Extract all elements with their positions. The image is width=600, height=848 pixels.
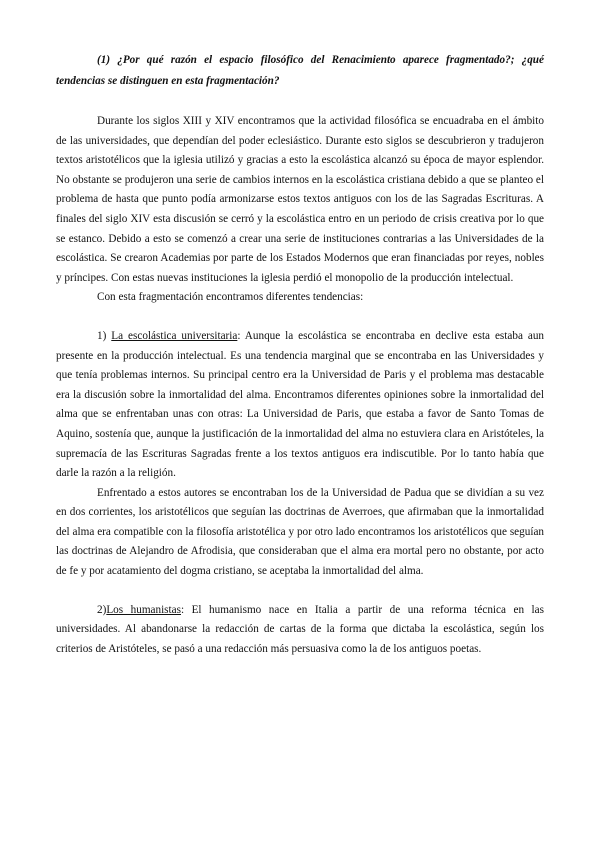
section2-title: Los humanistas — [106, 603, 181, 616]
section1-title: La escolástica universitaria — [111, 329, 238, 342]
section2-number: 2) — [97, 603, 107, 616]
section1-text: : Aunque la escolástica se encontraba en declive esta estaba aun presente en la producción intelectual. Es una tendencia marginal que se encontraba en las Universidades y que tenía problemas internos. Su principal centro era la Universidad de Paris y el problema mas destacable era la discusión sobre la inmortalidad del alma. Encontramos diferentes opiniones sobre la inmortalidad del alma que se enfrentaban unas con otras: La Universidad de Paris, que estaba a favor de Santo Tomas de Aquino, sostenía que, aunque la justificación de la inmortalidad del alma no estuviera clara en Aristóteles, la supremacía de las Escrituras Sagradas frente a los textos antiguos era indiscutible. Por lo tanto había que darle la razón a la religión. — [56, 329, 545, 480]
section1-number: 1) — [97, 329, 112, 342]
paragraph-spacer — [56, 582, 544, 601]
section2-text: : El humanismo nace en Italia a partir de una reforma técnica en las universidades. Al abandonarse la redacción de cartas de la forma que dictaba la escolástica, según los criterios de Aristóteles, se pasó a una redacción más persuasiva como la de los antiguos poetas. — [56, 603, 544, 655]
section1-paragraph — [56, 327, 544, 484]
paragraph-spacer — [56, 308, 544, 327]
intro-paragraph: Durante los siglos XIII y XIV encontramos que la actividad filosófica se encuadraba en el ámbito de las universidades, que dependían del poder eclesiástico. Durante esto siglos se descubrieron y tradujeron textos aristotélicos que la iglesia utilizó y gracias a esto la escolástica alcanzó su época de mayor esplendor. No obstante se produjeron una serie de cambios internos en la escolástica cristiana debido a que se planteo el problema de hasta que punto podía armonizarse estos textos antiguos con los de las Sagradas Escrituras. A finales del siglo XIV esta discusión se cerró y la escolástica entro en un periodo de crisis creativa por lo que se estanco. Debido a esto se comenzó a crear una serie de instituciones contrarias a las Universidades de la escolástica. Se crearon Academias por parte de los Estados Modernos que eran financiadas por reyes, nobles y príncipes. Con estas nuevas instituciones la iglesia perdió el monopolio de la producción intelectual. — [56, 115, 544, 284]
section1-paragraph-2: Enfrentado a estos autores se encontraban los de la Universidad de Padua que se dividían a su vez en dos corrientes, los aristotélicos que seguían las doctrinas de Averroes, que afirmaban que la inmortalidad del alma era compatible con la filosofía aristotélica y por otro lado encontramos los aristotélicos que seguían las doctrinas de Alejandro de Afrodisia, que consideraban que el alma era mortal pero no obstante, por acto de fe y por acatamiento del dogma cristiano, se aceptaba la inmortalidad del alma. — [56, 486, 544, 578]
transition-paragraph: Con esta fragmentación encontramos diferentes tendencias: — [97, 291, 364, 304]
question-heading: (1) ¿Por qué razón el espacio filosófico del Renacimiento aparece fragmentado?; ¿qué tendencias se distinguen en esta fragmentación? — [56, 54, 544, 87]
section2-paragraph — [56, 601, 544, 660]
